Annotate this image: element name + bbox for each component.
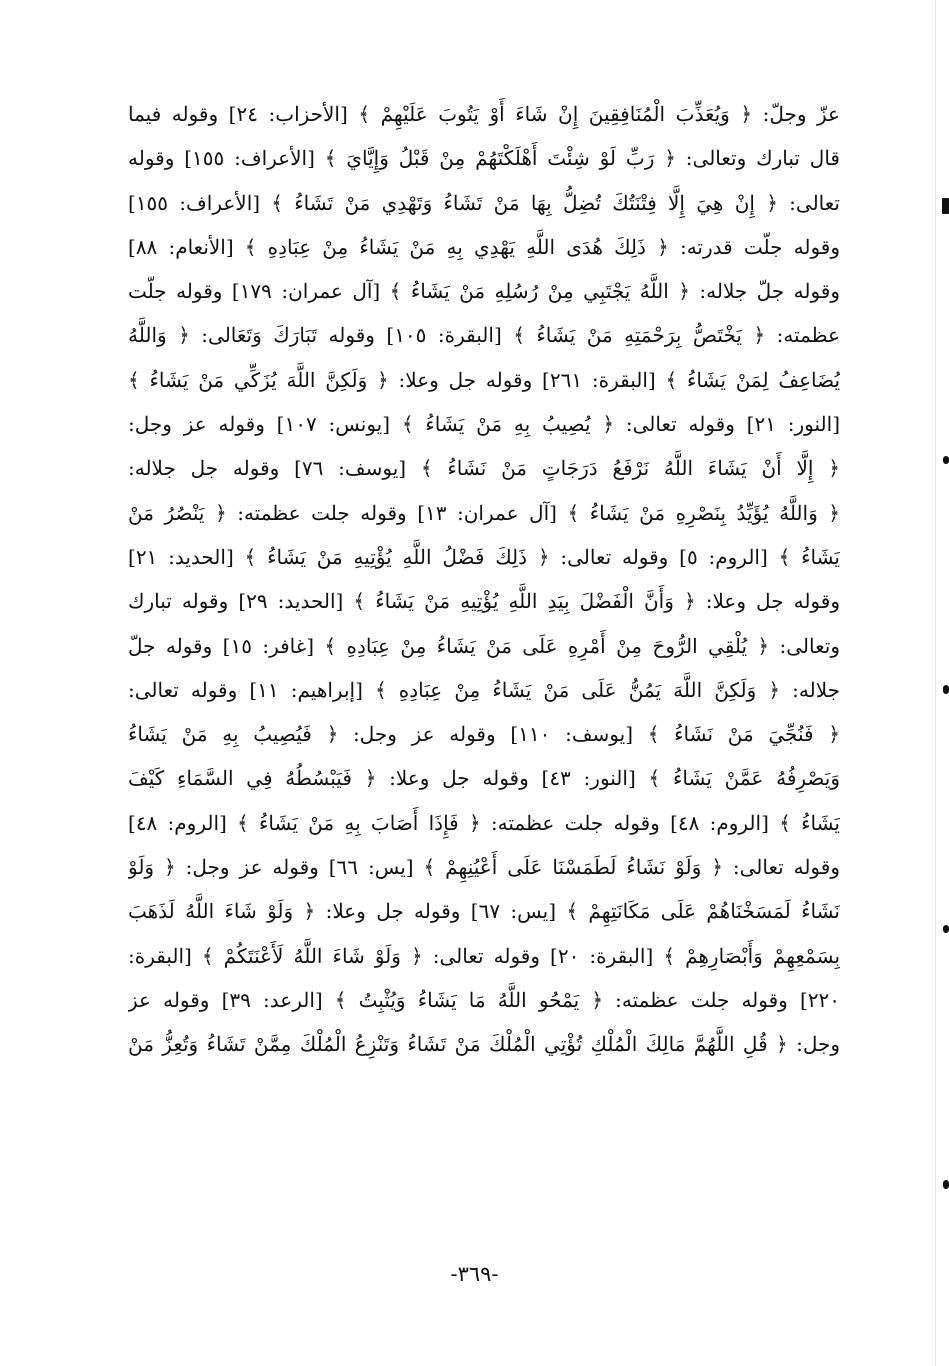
text-line: ﴿ وَاللَّهُ يُؤَيِّدُ بِنَصْرِهِ مَنْ يَشَاءُ ﴾ [آل عمران: ١٣] وقوله جلت عظمته: ﴿ يَنْصُرُ مَنْ: [128, 500, 840, 525]
page-number: -٣٦٩-: [450, 1262, 499, 1286]
text-line: عزّ وجلّ: ﴿ وَيُعَذِّبَ الْمُنَافِقِينَ إِنْ شَاءَ أَوْ يَتُوبَ عَلَيْهِمْ ﴾ [الأحزاب: ٢٤] وقوله فيما: [128, 102, 840, 126]
text-line: وَيَصْرِفُهُ عَمَّنْ يَشَاءُ ﴾ [النور: ٤٣] وقوله جل وعلا: ﴿ فَيَبْسُطُهُ فِي السَّمَاءِ كَيْفَ: [128, 766, 840, 791]
text-line: قال تبارك وتعالى: ﴿ رَبِّ لَوْ شِئْتَ أَهْلَكْتَهُمْ مِنْ قَبْلُ وَإِيَّايَ ﴾ [الأعراف: ١٥٥] وقوله: [128, 146, 840, 171]
text-line: عظمته: ﴿ يَخْتَصُّ بِرَحْمَتِهِ مَنْ يَشَاءُ ﴾ [البقرة: ١٠٥] وقوله تَبَارَكَ وَتَعَالى: ﴿ وَاللَّهُ: [128, 323, 840, 348]
text-line: ٢٢٠] وقوله جلت عظمته: ﴿ يَمْحُو اللَّهُ مَا يَشَاءُ وَيُثْبِتُ ﴾ [الرعد: ٣٩] وقوله عز: [128, 987, 840, 1012]
body-text: [128, 92, 840, 1067]
text-line: يُضَاعِفُ لِمَنْ يَشَاءُ ﴾ [البقرة: ٢٦١] وقوله جل وعلا: ﴿ وَلَكِنَّ اللَّهَ يُزَكِّي مَنْ يَشَاءُ ﴾: [128, 367, 840, 392]
scan-mark: [942, 198, 949, 214]
scan-mark: [943, 1180, 949, 1189]
scan-mark: [943, 456, 949, 464]
text-line: وقوله جلّ جلاله: ﴿ اللَّهُ يَجْتَبِي مِنْ رُسُلِهِ مَنْ يَشَاءُ ﴾ [آل عمران: ١٧٩] وقوله جلّت: [128, 279, 840, 304]
text-line: وتعالى: ﴿ يُلْقِي الرُّوحَ مِنْ أَمْرِهِ عَلَى مَنْ يَشَاءُ مِنْ عِبَادِهِ ﴾ [غافر: ١٥] وقوله جلّ: [128, 633, 840, 658]
text-line: تعالى: ﴿ إِنْ هِيَ إِلَّا فِتْنَتُكَ تُضِلُّ بِهَا مَنْ تَشَاءُ وَتَهْدِي مَنْ تَشَاءُ ﴾ [الأعراف: ١٥٥]: [128, 190, 840, 215]
scan-edge-line: [935, 0, 936, 1366]
text-line: ﴿ فَنُجِّيَ مَنْ نَشَاءُ ﴾ [يوسف: ١١٠] وقوله عز وجل: ﴿ فَيُصِيبُ بِهِ مَنْ يَشَاءُ: [128, 722, 840, 747]
text-line: جلاله: ﴿ وَلَكِنَّ اللَّهَ يَمُنُّ عَلَى مَنْ يَشَاءُ مِنْ عِبَادِهِ ﴾ [إبراهيم: ١١] وقوله تعالى:: [128, 677, 840, 702]
text-line: ﴿ إِلَّا أَنْ يَشَاءَ اللَّهُ نَرْفَعُ دَرَجَاتٍ مَنْ نَشَاءُ ﴾ [يوسف: ٧٦] وقوله جل جلاله:: [128, 456, 840, 481]
scan-mark: [943, 685, 949, 694]
text-line: نَشَاءُ لَمَسَخْنَاهُمْ عَلَى مَكَانَتِهِمْ ﴾ [يس: ٦٧] وقوله جل وعلا: ﴿ وَلَوْ شَاءَ اللَّهُ لَذَهَبَ: [128, 899, 840, 924]
text-line: [النور: ٢١] وقوله تعالى: ﴿ يُصِيبُ بِهِ مَنْ يَشَاءُ ﴾ [يونس: ١٠٧] وقوله عز وجل:: [128, 412, 840, 437]
text-line: يَشَاءُ ﴾ [الروم: ٤٨] وقوله جلت عظمته: ﴿ فَإِذَا أَصَابَ بِهِ مَنْ يَشَاءُ ﴾ [الروم: ٤٨]: [128, 810, 840, 835]
text-line: وقوله تعالى: ﴿ وَلَوْ نَشَاءُ لَطَمَسْنَا عَلَى أَعْيُنِهِمْ ﴾ [يس: ٦٦] وقوله عز وجل: ﴿ وَلَوْ: [128, 855, 840, 880]
text-line: بِسَمْعِهِمْ وَأَبْصَارِهِمْ ﴾ [البقرة: ٢٠] وقوله تعالى: ﴿ وَلَوْ شَاءَ اللَّهُ لَأَعْنَتَكُمْ ﴾ [البقرة:: [128, 943, 840, 968]
text-line: وجل: ﴿ قُلِ اللَّهُمَّ مَالِكَ الْمُلْكِ تُؤْتِي الْمُلْكَ مَنْ تَشَاءُ وَتَنْزِعُ الْمُلْكَ مِمَّنْ تَشَاءُ وَتُعِزُّ مَنْ: [128, 1032, 840, 1057]
text-line: وقوله جل وعلا: ﴿ وَأَنَّ الْفَضْلَ بِيَدِ اللَّهِ يُؤْتِيهِ مَنْ يَشَاءُ ﴾ [الحديد: ٢٩] وقوله تبارك: [128, 589, 840, 614]
text-line: وقوله جلّت قدرته: ﴿ ذَلِكَ هُدَى اللَّهِ يَهْدِي بِهِ مَنْ يَشَاءُ مِنْ عِبَادِهِ ﴾ [الأنعام: ٨٨]: [128, 234, 840, 259]
text-line: يَشَاءُ ﴾ [الروم: ٥] وقوله تعالى: ﴿ ذَلِكَ فَضْلُ اللَّهِ يُؤْتِيهِ مَنْ يَشَاءُ ﴾ [الحديد: ٢١]: [128, 544, 840, 569]
scan-mark: [943, 925, 949, 933]
